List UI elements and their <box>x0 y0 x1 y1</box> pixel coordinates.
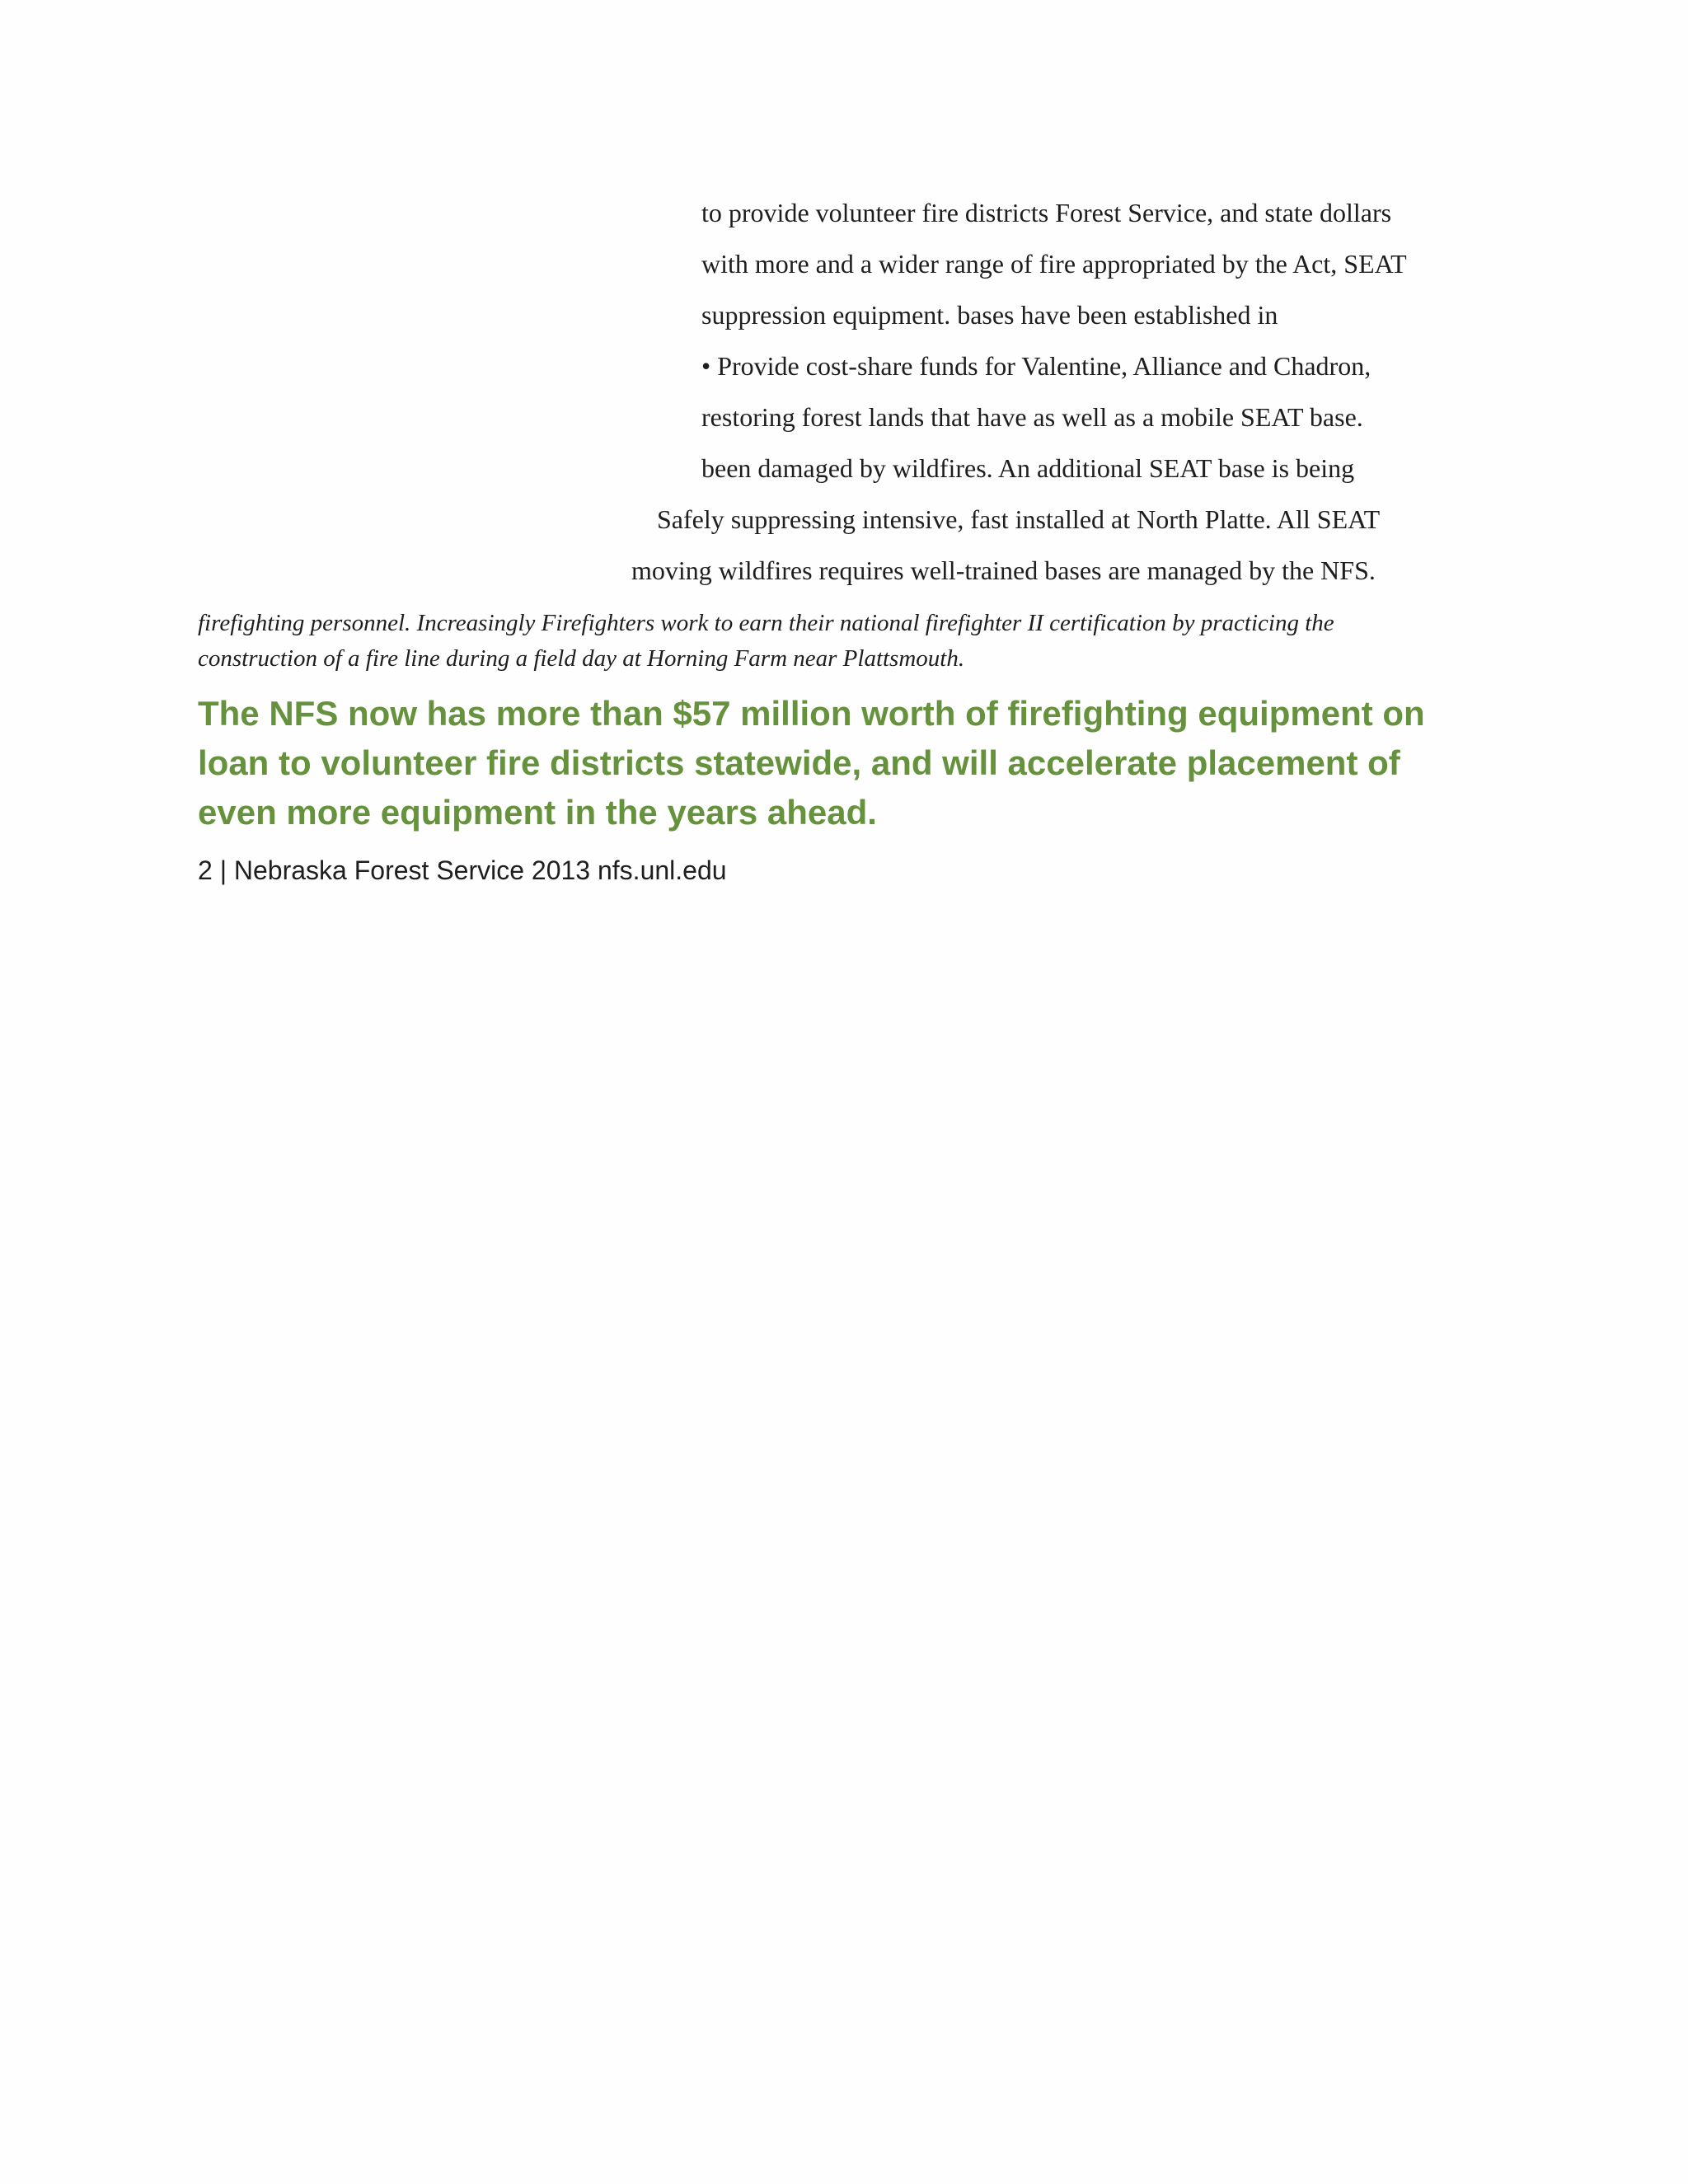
photo-caption <box>198 606 1484 677</box>
page-footer: 2 | Nebraska Forest Service 2013 nfs.unl.edu <box>198 855 727 885</box>
caption-line: firefighting personnel. Increasingly Firefighters work to earn their national firefighter II certification by practicing the <box>198 610 1334 636</box>
bullet-item: • Provide cost-share funds for Valentine, Alliance and Chadron, <box>701 351 1372 381</box>
body-line: with more and a wider range of fire appropriated by the Act, SEAT <box>701 249 1407 279</box>
body-line: restoring forest lands that have as well as a mobile SEAT base. <box>701 402 1363 432</box>
pull-quote-line: even more equipment in the years ahead. <box>198 793 877 832</box>
body-line: to provide volunteer fire districts Forest Service, and state dollars <box>701 198 1392 227</box>
pull-quote <box>198 689 1533 837</box>
pull-quote-line: loan to volunteer fire districts statewide, and will accelerate placement of <box>198 743 1400 782</box>
body-line: Safely suppressing intensive, fast installed at North Platte. All SEAT <box>657 504 1381 534</box>
pull-quote-line: The NFS now has more than $57 million worth of firefighting equipment on <box>198 694 1425 733</box>
caption-line: construction of a fire line during a field day at Horning Farm near Plattsmouth. <box>198 645 965 672</box>
body-line: been damaged by wildfires. An additional SEAT base is being <box>701 453 1355 483</box>
body-line: suppression equipment. bases have been established in <box>701 300 1278 330</box>
body-line: moving wildfires requires well-trained bases are managed by the NFS. <box>631 555 1376 585</box>
